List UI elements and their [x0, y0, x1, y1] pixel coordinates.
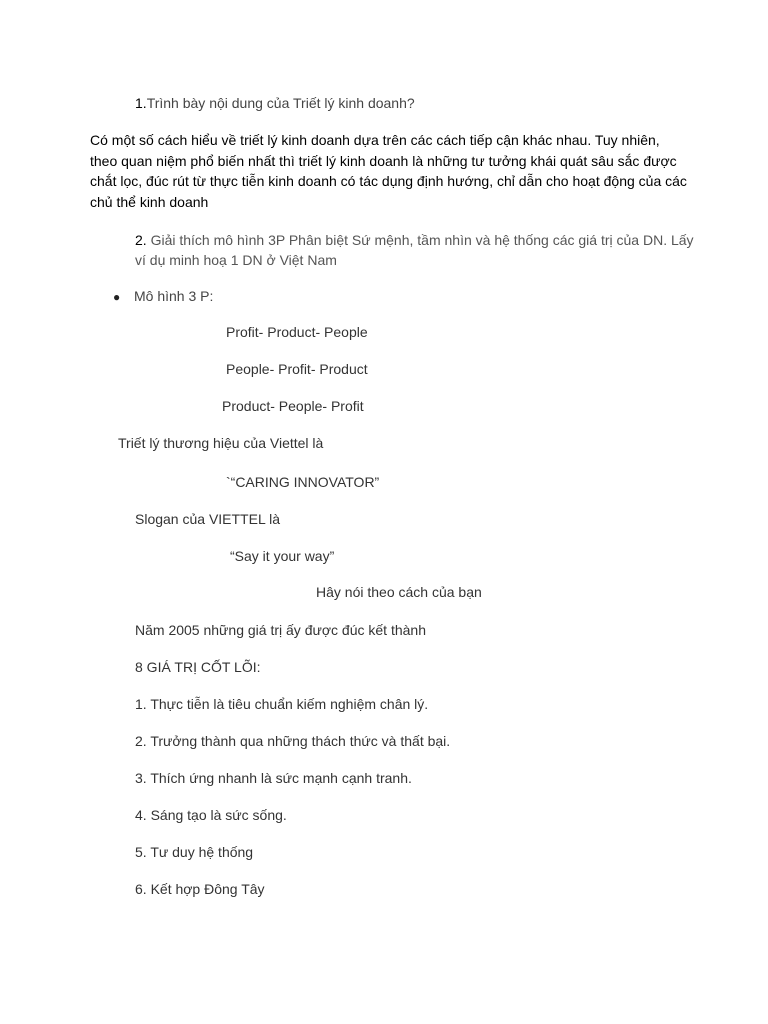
core-values-title: 8 GIÁ TRỊ CỐT LÕI: [135, 659, 261, 675]
viettel-slogan: “Say it your way” [230, 548, 335, 564]
year-2005-line: Năm 2005 những giá trị ấy được đúc kết thành [135, 622, 426, 638]
core-value-item: 1. Thực tiễn là tiêu chuẩn kiếm nghiệm chân lý. [135, 696, 429, 712]
bullet-icon: ● [113, 290, 121, 304]
question-2-text: Giải thích mô hình 3P Phân biệt Sứ mệnh, tầm nhìn và hệ thống các giá trị của DN. Lấy ví dụ minh hoạ 1 DN ở Việt Nam [135, 232, 694, 268]
core-value-item: 6. Kết hợp Đông Tây [135, 881, 265, 897]
answer-1-paragraph: Có một số cách hiểu về triết lý kinh doanh dựa trên các cách tiếp cận khác nhau. Tuy nhiên, theo quan niệm phổ biến nhất thì triết lý kinh doanh là những tư tưởng khái quát sâu sắc được chắt lọc, đúc rút từ thực tiễn kinh doanh có tác dụng định hướng, chỉ dẫn cho hoạt động của các chủ thể kinh doanh [90, 132, 687, 210]
model-3p-combo: People- Profit- Product [226, 361, 368, 377]
core-value-item: 3. Thích ứng nhanh là sức mạnh cạnh tranh. [135, 770, 412, 786]
viettel-slogan-intro: Slogan của VIETTEL là [135, 511, 281, 527]
question-1-number: 1. [135, 95, 147, 111]
model-3p-combo: Profit- Product- People [226, 324, 368, 340]
question-1-text: Trình bày nội dung của Triết lý kinh doanh? [146, 95, 415, 111]
question-1 [135, 93, 415, 113]
core-value-item: 2. Trưởng thành qua những thách thức và thất bại. [135, 733, 451, 749]
viettel-philosophy-intro: Triết lý thương hiệu của Viettel là [118, 435, 324, 451]
viettel-slogan-vietnamese: Hây nói theo cách của bạn [316, 584, 482, 600]
question-2 [135, 230, 695, 270]
question-2-number: 2. [135, 232, 147, 248]
viettel-philosophy: `“CARING INNOVATOR” [226, 474, 380, 490]
model-3p-combo: Product- People- Profit [222, 398, 364, 414]
model-3p-bullet-item [113, 286, 213, 307]
core-value-item: 5. Tư duy hệ thống [135, 844, 254, 860]
core-value-item: 4. Sáng tạo là sức sống. [135, 807, 287, 823]
model-3p-label: Mô hình 3 P: [134, 288, 214, 304]
